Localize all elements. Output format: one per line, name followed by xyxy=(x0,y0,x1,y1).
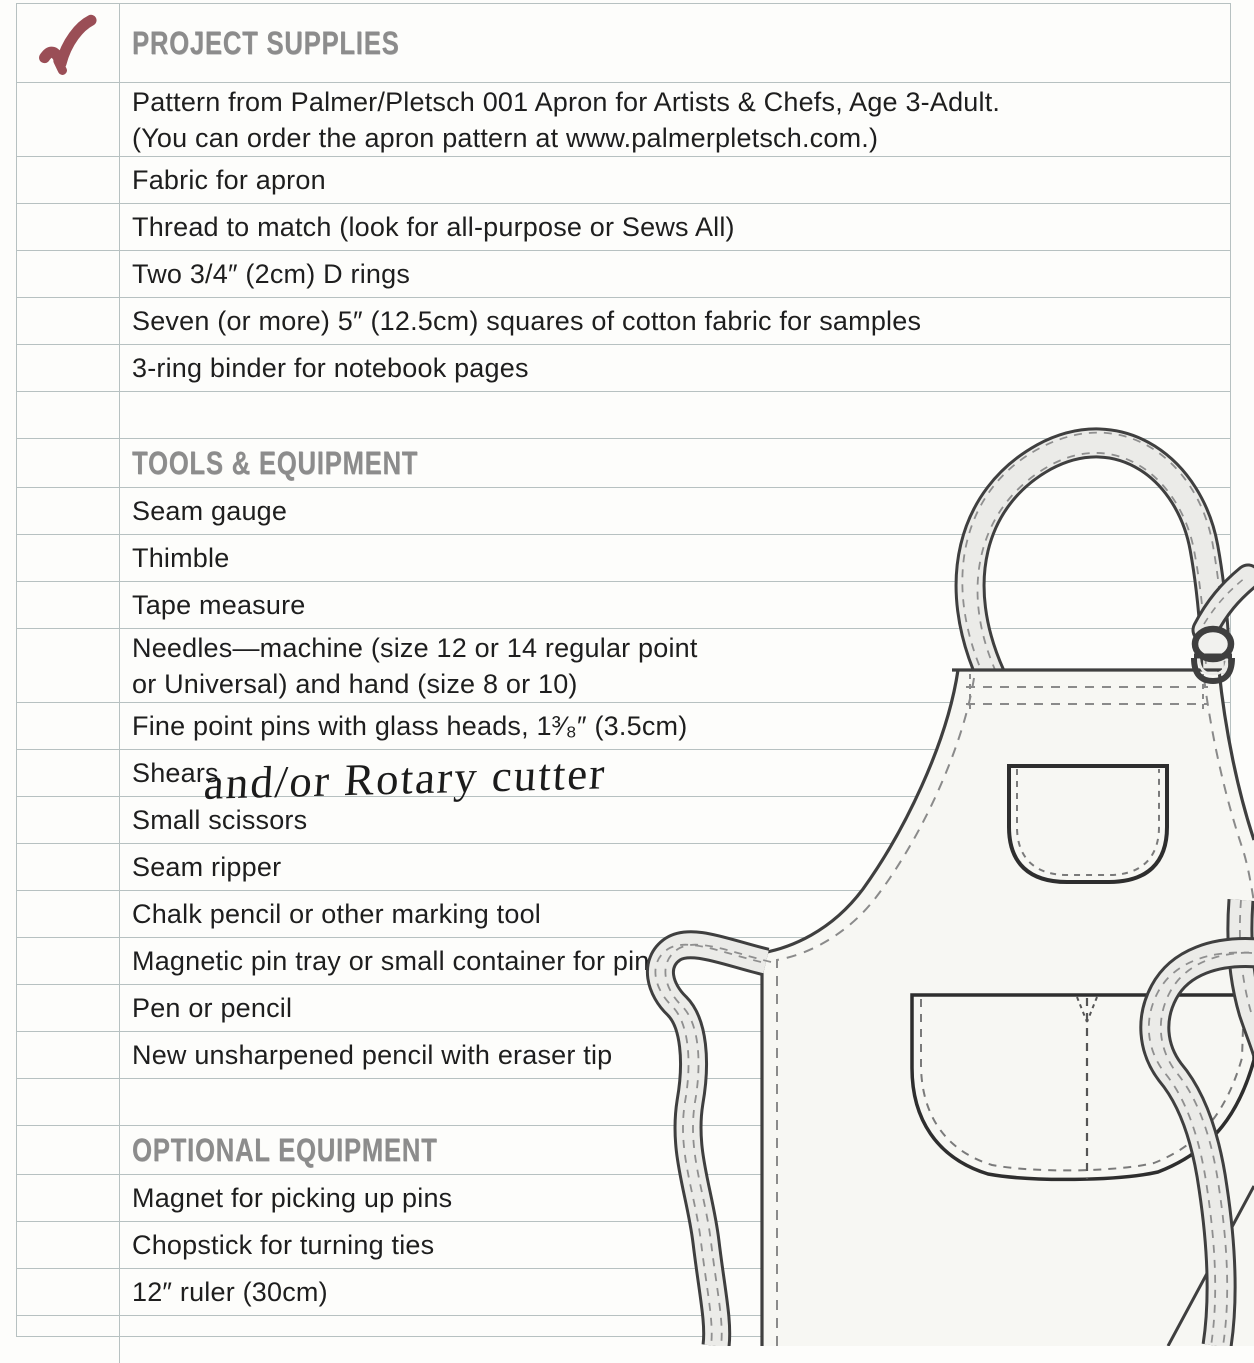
checkbox-cell xyxy=(17,488,120,534)
content-cell xyxy=(120,4,1230,82)
checkbox-cell xyxy=(17,629,120,702)
content-cell xyxy=(120,345,1230,391)
item-text: Tape measure xyxy=(132,590,306,620)
checklist-row xyxy=(17,83,1230,157)
section-title: OPTIONAL EQUIPMENT xyxy=(132,1131,438,1168)
checkbox-cell xyxy=(17,985,120,1031)
checkbox-cell xyxy=(17,703,120,749)
checklist-row xyxy=(17,345,1230,392)
item-text: Pen or pencil xyxy=(132,993,293,1023)
checkbox-cell xyxy=(17,1175,120,1221)
checkbox-cell xyxy=(17,157,120,203)
item-text: Needles—machine (size 12 or 14 regular point xyxy=(132,632,698,663)
checkbox-cell xyxy=(17,797,120,843)
checkbox-cell xyxy=(17,938,120,984)
section-title: TOOLS & EQUIPMENT xyxy=(132,444,419,481)
checkbox-cell xyxy=(17,439,120,487)
checklist-row xyxy=(17,4,1230,83)
section-title: PROJECT SUPPLIES xyxy=(132,24,400,61)
item-text: Small scissors xyxy=(132,805,308,835)
item-text: Seam gauge xyxy=(132,496,288,526)
item-text: New unsharpened pencil with eraser tip xyxy=(132,1040,613,1070)
apron-line-drawing xyxy=(600,420,1254,1346)
checkbox-cell xyxy=(17,1316,120,1363)
item-text: Chalk pencil or other marking tool xyxy=(132,899,541,929)
item-text: Fabric for apron xyxy=(132,165,326,195)
checkbox-cell xyxy=(17,535,120,581)
item-text: Seven (or more) 5″ (12.5cm) squares of cotton fabric for samples xyxy=(132,306,922,336)
checkbox-cell xyxy=(17,392,120,438)
checkmark-icon xyxy=(35,14,101,84)
item-text: Thread to match (look for all-purpose or Sews All) xyxy=(132,212,735,242)
checkbox-cell xyxy=(17,1126,120,1174)
item-text: Shears xyxy=(132,758,219,788)
content-cell xyxy=(120,251,1230,297)
item-text: 3-ring binder for notebook pages xyxy=(132,353,529,383)
content-cell xyxy=(120,298,1230,344)
checkbox-cell xyxy=(17,204,120,250)
checklist-row xyxy=(17,204,1230,251)
content-cell xyxy=(120,204,1230,250)
item-text: or Universal) and hand (size 8 or 10) xyxy=(132,668,578,699)
item-text: 12″ ruler (30cm) xyxy=(132,1277,328,1307)
checkbox-cell xyxy=(17,844,120,890)
checklist-row xyxy=(17,251,1230,298)
checkbox-cell xyxy=(17,4,120,82)
checkbox-cell xyxy=(17,1222,120,1268)
item-text: Seam ripper xyxy=(132,852,282,882)
checkbox-cell xyxy=(17,1079,120,1125)
handwritten-annotation xyxy=(201,715,728,839)
checkbox-cell xyxy=(17,1269,120,1315)
item-text: (You can order the apron pattern at www.palmerpletsch.com.) xyxy=(132,122,879,153)
checkbox-cell xyxy=(17,891,120,937)
checkbox-cell xyxy=(17,83,120,156)
checkbox-cell xyxy=(17,251,120,297)
item-text: Chopstick for turning ties xyxy=(132,1230,435,1260)
checkbox-cell xyxy=(17,582,120,628)
item-text: Thimble xyxy=(132,543,230,573)
checklist-row xyxy=(17,157,1230,204)
d-ring-icon xyxy=(1194,629,1232,681)
apron-left-tie xyxy=(655,945,771,1346)
item-text: Magnet for picking up pins xyxy=(132,1183,453,1213)
item-text: Fine point pins with glass heads, 1³⁄₈″ (3.5cm) xyxy=(132,711,688,741)
checklist-row xyxy=(17,298,1230,345)
checkbox-cell xyxy=(17,750,120,796)
checkbox-cell xyxy=(17,1032,120,1078)
checkbox-cell xyxy=(17,298,120,344)
item-text: Magnetic pin tray or small container for pins xyxy=(132,946,664,976)
item-text: Two 3/4″ (2cm) D rings xyxy=(132,259,411,289)
handwritten-text: and/or Rotary cutter xyxy=(202,748,608,809)
checkbox-cell xyxy=(17,345,120,391)
content-cell xyxy=(120,157,1230,203)
content-cell xyxy=(120,83,1230,156)
item-text: Pattern from Palmer/Pletsch 001 Apron for Artists & Chefs, Age 3-Adult. xyxy=(132,86,1001,117)
apron-chest-pocket xyxy=(1009,766,1167,882)
